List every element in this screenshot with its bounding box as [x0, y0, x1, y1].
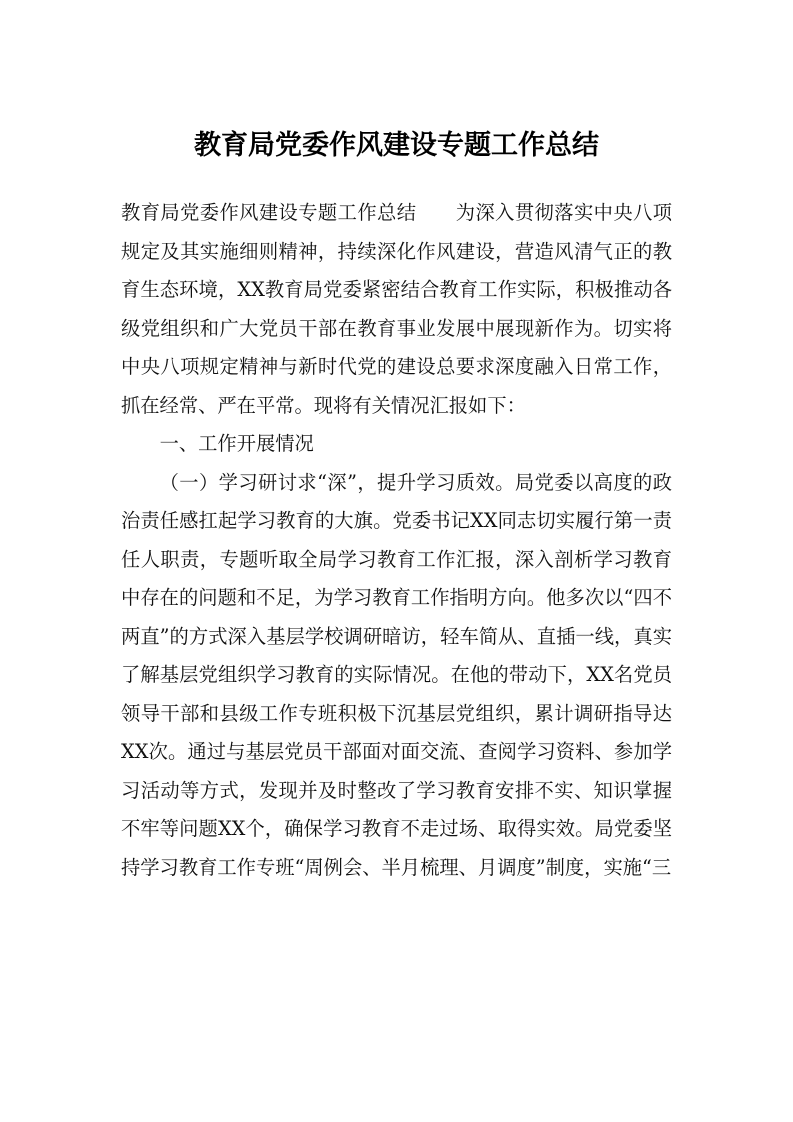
- section-heading: 一、工作开展情况: [159, 432, 314, 455]
- document-title: 教育局党委作风建设专题工作总结: [194, 130, 599, 161]
- body-paragraph: （一）学习研讨求“深”，提升学习质效。局党委以高度的政治责任感扛起学习教育的大旗。党委书记XX同志切实履行第一责任人职责，专题听取全局学习教育工作汇报，深入剖析学习教育中存在的问题和不足，为学习教育工作指明方向。他多次以“四不两直”的方式深入基层学校调研暗访，轻车简从、直插一线，真实了解基层党组织学习教育的实际情况。在他的带动下，XX名党员领导干部和县级工作专班积极下沉基层党组织，累计调研指导达XX次。通过与基层党员干部面对面交流、查阅学习资料、参加学习活动等方式，发现并及时整改了学习教育安排不实、知识掌握不牢等问题XX个，确保学习教育不走过场、取得实效。局党委坚持学习教育工作专班“周例会、半月梳理、月调度”制度，实施“三: [121, 470, 672, 879]
- document-body: [121, 194, 672, 887]
- intro-paragraph: 教育局党委作风建设专题工作总结 为深入贯彻落实中央八项规定及其实施细则精神，持续深化作风建设，营造风清气正的教育生态环境，XX教育局党委紧密结合教育工作实际，积极推动各级党组织和广大党员干部在教育事业发展中展现新作为。切实将中央八项规定精神与新时代党的建设总要求深度融入日常工作，抓在经常、严在平常。现将有关情况汇报如下：: [121, 201, 672, 417]
